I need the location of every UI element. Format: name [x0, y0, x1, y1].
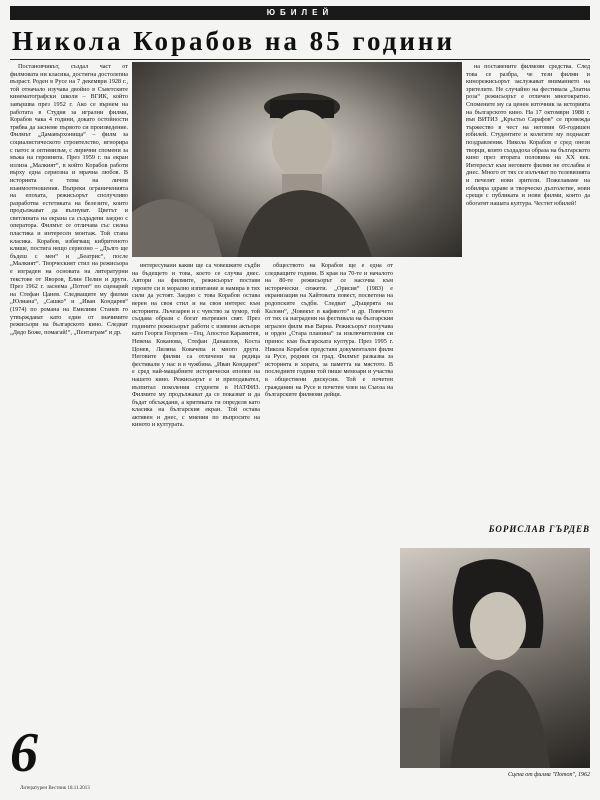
portrait-photo [132, 62, 462, 257]
film-still-graphic [400, 548, 590, 768]
page-number: 6 [10, 722, 38, 784]
article-column-1 [10, 63, 128, 723]
column-2-text: интересувани какви ще са човешките съдби на бъдещето и това, което се случва днес. Автори на филмите, режисьорът поставя героите си в морално изпитание и намира в тях сили да устоят. Заедно с това Корабов остава верен на своя стил и на своя интерес към историята. Лъчезарен и с чувство за хумор, той създава образи с богат вътрешен свят. През годините режисьорът работи с изявени актьори като Георги Георгиев – Гец, Апостол Карамитев, Невена Коканова, Стефан Данаилов, Коста Цонев, Лиляна Ковачева и много други. Неговите филми са отличени на редица фестивали у нас и в чужбина. „Иван Кондарев“ е сред най-мащабните исторически епопеи на нашето кино. Режисьорът е и преподавател, възпитал поколения студенти в НАТФИЗ. Филмите му продължават да се показват и да бъдат обсъждани, а критиката ги определя като класика на българския екран. Той остава активен и днес, с мнения по въпросите на киното и културата. [132, 262, 260, 429]
article-column-4 [466, 63, 590, 521]
article-column-2 [132, 262, 260, 780]
section-banner: ЮБИЛЕЙ [10, 6, 590, 20]
headline: Никола Корабов на 85 години [12, 26, 456, 56]
film-still-photo [400, 548, 590, 768]
column-3-text: обществото на Корабов ще е една от следващите години. В края на 70-те и началото на 80-те режисьорът се насочва към исторически сюжети. „Орисия“ (1983) е екранизация на Хайтовата повест, посветена на родопските съдби. Следват „Дъщерята на Калоян“, „Човекът в кафявото“ и др. Повечето от тях са наградени на фестивала на българския игрален филм във Варна. Режисьорът получава и орден „Стара планина“ за изключителния си принос към българската култура. През 1995 г. Никола Корабов представя документален филм за Русе, родния си град. Филмът разказва за историята и хората, за паметта на мястото. В последните години той пише мемоари и участва в обществени дискусии. Той е почетен гражданин на Русе и почетен член на Съюза на българските филмови дейци. [265, 262, 393, 399]
column-4-text: на поставените филмови средства. След това се разбра, че тези филми и кинорежисьорът заслужават вниманието на зрителите. Не случайно на фестивала „Златна роза“ режисьорът е отличен многократно. Спомените му са ценен източник за историята на българското кино. На 17 октомври 1988 г. във ВИТИЗ „Кръстьо Сарафов“ се провежда тържество в чест на неговия 60-годишен юбилей. Студентите и колегите му поднасят поздравления. Никола Корабов е сред онези творци, които създадоха образа на българското кино през втората половина на XX век. Интересът към неговите филми не отслабва и днес. Много от тях се излъчват по телевизията и печелят нови зрители. Пожелаваме на юбиляра здраве и творческо дълголетие, нови срещи с публиката и нови филми, които да обогатят нашата култура. Честит юбилей! [466, 63, 590, 207]
author-byline: БОРИСЛАВ ГЪРДЕВ [488, 524, 590, 534]
footer-note: Литературен Вестник 18.11.2013 [20, 786, 90, 791]
photo-caption: Сцена от филма "Потоп", 1962 [507, 772, 590, 778]
portrait-photo-graphic [132, 62, 462, 257]
divider [10, 59, 590, 60]
article-column-3 [265, 262, 393, 780]
column-1-text: Постановчикът, създал част от филмовата ни класика, достигна достолепна възраст. Роден в Русе на 7 декември 1928 г., той отначало изучава двойно в Съветските кинематографски школи – ВГИК, който завършва през 1952 г. Ако се върнем на работата в Студия за игрални филми, Корабов чака 4 години, докато остойности трябва да заснеме първото си произведение. Филмът „Дамавърхонища“ – филм за социалистическото строителство, игнорира с патос и оптимизъм, с лирични спомени за мъжа на героинята. През 1959 г. на екран излиза „Малкият“, в който Корабов работи върху една сериозна и мрачна любов. В историята е тема на лични взаимоотношения. Въпреки ограниченията на епохата, режисьорът сполучливо разработва естетиката на белезите, които продължават да вълнуват. Цветът и светлината на екрана са създадени заедно с оператора. Филмът се отличава със силна пластика и интересен монтаж. Той стана класика. Корабов, избягващ кибритеното клише, постига нещо сериозно – „Дълго ще бъдеш с мен“ и „Беатрис“, после „Малкият“. Творческият стил на режисьора е изграден на основата на литературни текстове от Яворов, Елин Пелин и други. През 1962 г. заснема „Потоп“ по сценарий на Стефан Цанев. Следващите му филми „Юлиана“, „Сашко“ и „Иван Кондарев“ (1974) по романа на Емилиян Станев го утвърждават като един от значимите режисьори на българското кино. Следват „Дядо Боже, помагай!“, „Пентаграм“ и др. [10, 63, 128, 336]
